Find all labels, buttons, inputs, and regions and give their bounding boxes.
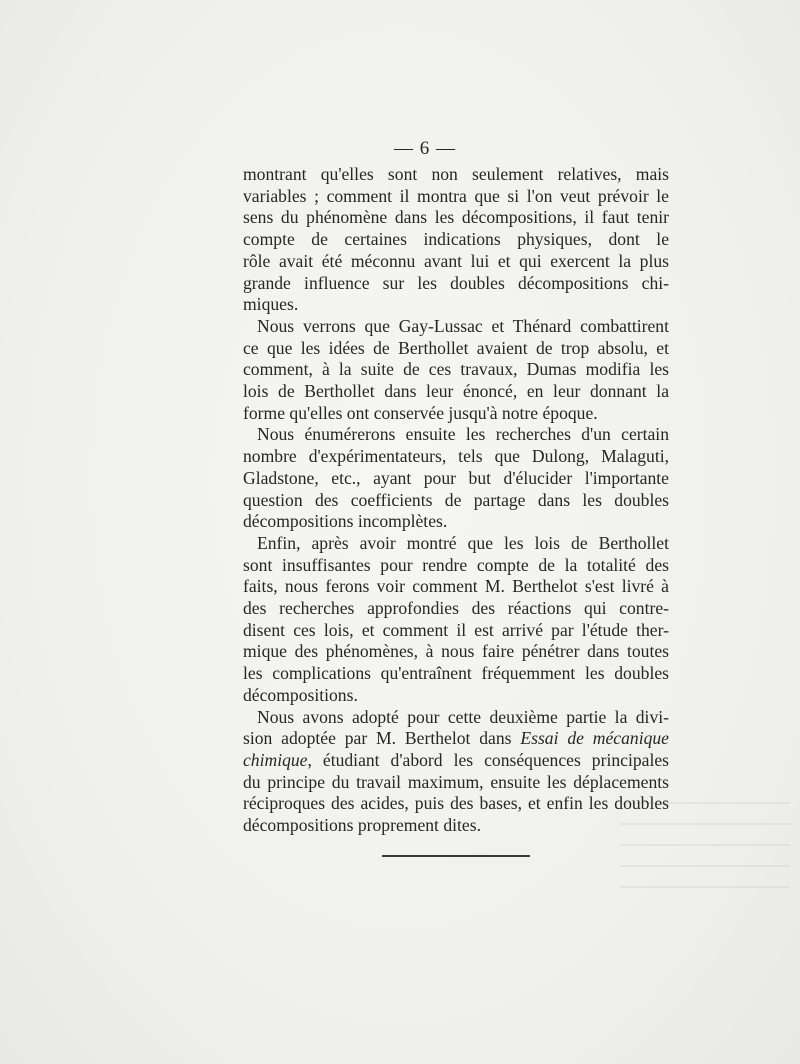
text-line: forme qu'elles ont conservée jusqu'à notre époque.: [243, 402, 598, 423]
paragraph-start-line: Nous avons adopté pour cette deuxième partie la divi-: [257, 706, 669, 727]
text-line: compte de certaines indications physiques, dont le: [243, 229, 669, 250]
text-line: montrant qu'elles sont non seulement relatives, mais: [243, 164, 669, 184]
text-line: faits, nous ferons voir comment M. Berthelot s'est livré à: [243, 576, 669, 597]
text-line: nombre d'expérimentateurs, tels que Dulong, Malaguti,: [243, 446, 669, 467]
text-line: réciproques des acides, puis des bases, et enfin les doubles: [243, 793, 669, 814]
paragraph-start-line: Nous énumérerons ensuite les recherches d'un certain: [257, 424, 669, 445]
text-line: décompositions.: [243, 684, 358, 705]
text-line: sens du phénomène dans les décompositions, il faut tenir: [243, 207, 669, 228]
text-line: lois de Berthollet dans leur énoncé, en leur donnant la: [243, 381, 669, 402]
text-line: variables ; comment il montra que si l'on veut prévoir le: [243, 185, 669, 206]
body-text: [243, 164, 669, 837]
text-fragment: sion adoptée par M. Berthelot dans: [243, 728, 521, 749]
text-line: décompositions proprement dites.: [243, 815, 481, 836]
book-title-italic: Essai de mécanique: [520, 728, 669, 749]
text-line-with-title: [243, 728, 669, 750]
text-line: les complications qu'entraînent fréquemment les doubles: [243, 663, 669, 684]
section-end-rule: [382, 855, 530, 857]
text-line: miques.: [243, 294, 299, 315]
page-number: — 6 —: [394, 138, 456, 159]
text-line: rôle avait été méconnu avant lui et qui exercent la plus: [243, 250, 669, 271]
text-line: mique des phénomènes, à nous faire pénétrer dans toutes: [243, 641, 669, 662]
text-line: question des coefficients de partage dans les doubles: [243, 489, 669, 510]
text-line: sont insuffisantes pour rendre compte de la totalité des: [243, 554, 669, 575]
paragraph-start-line: Nous verrons que Gay-Lussac et Thénard combattirent: [257, 315, 669, 336]
text-line: disent ces lois, et comment il est arrivé par l'étude ther-: [243, 619, 669, 640]
text-line: du principe du travail maximum, ensuite les déplacements: [243, 771, 669, 792]
text-line: ce que les idées de Berthollet avaient de trop absolu, et: [243, 337, 669, 358]
text-line-with-title: [243, 750, 669, 772]
text-line: des recherches approfondies des réactions qui contre-: [243, 598, 669, 619]
text-fragment: , étudiant d'abord les conséquences principales: [307, 749, 669, 770]
text-line: comment, à la suite de ces travaux, Dumas modifia les: [243, 359, 669, 380]
text-line: décompositions incomplètes.: [243, 511, 448, 532]
paragraph-start-line: Enfin, après avoir montré que les lois de Berthollet: [257, 532, 669, 553]
text-line: grande influence sur les doubles décompositions chi-: [243, 272, 669, 293]
book-title-italic: chimique: [243, 749, 308, 770]
text-line: Gladstone, etc., ayant pour but d'élucider l'importante: [243, 467, 669, 488]
